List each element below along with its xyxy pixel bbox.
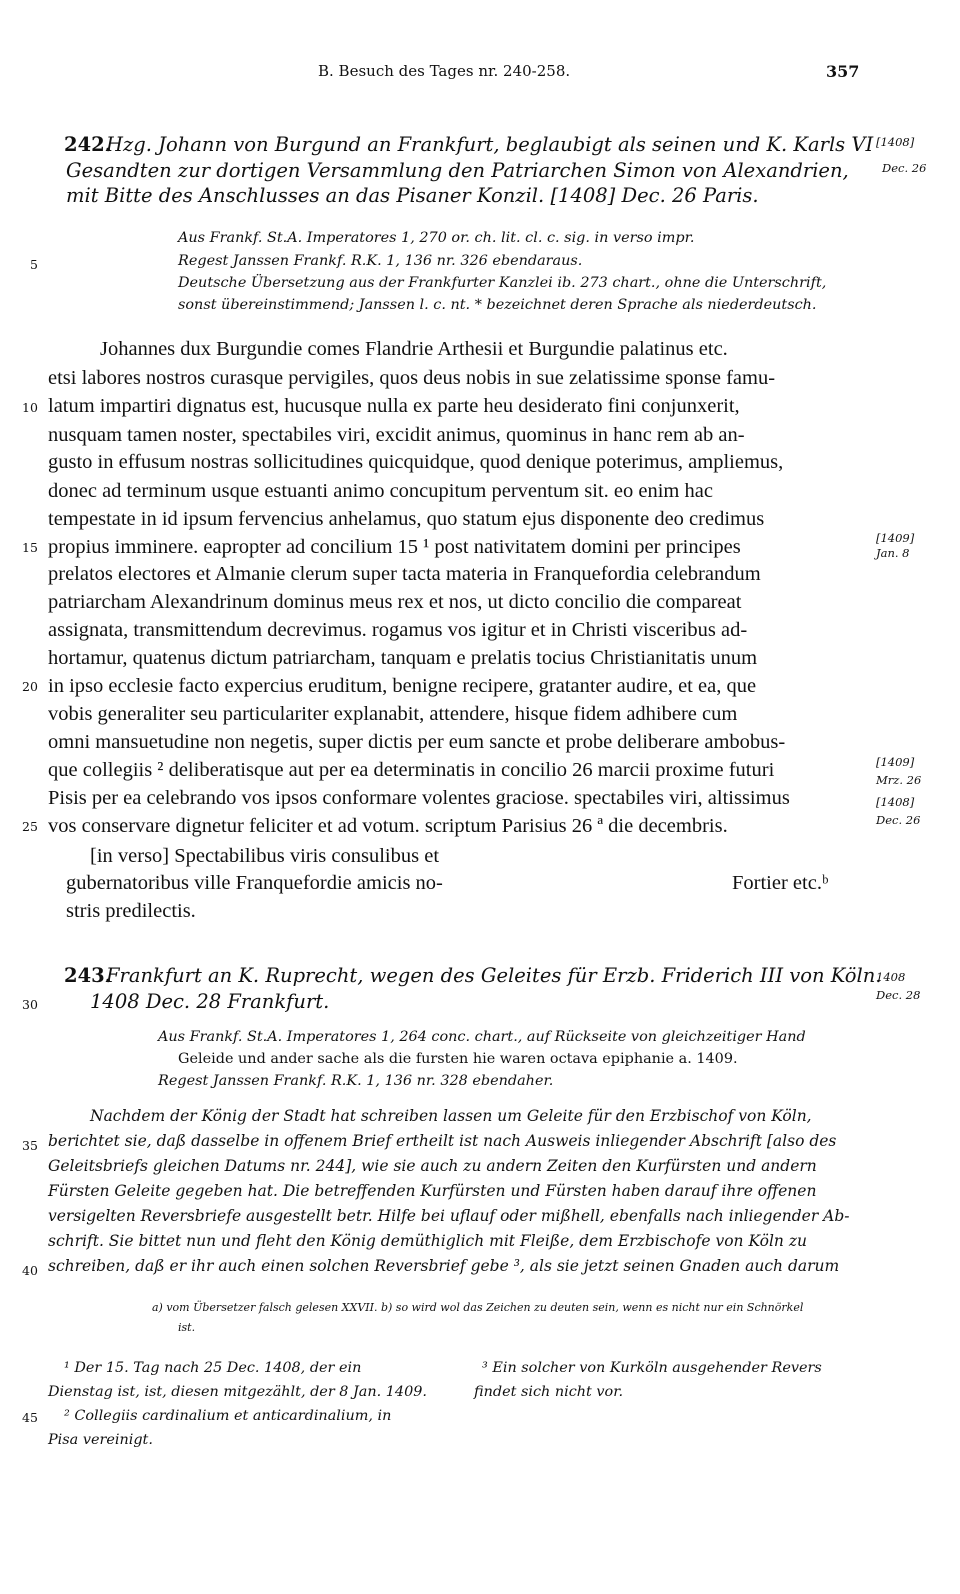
page-number: 357 xyxy=(826,62,860,81)
margin-date: [1409] xyxy=(876,755,915,769)
doc243-summary-line: versigelten Reversbriefe ausgestellt betr. Hilfe bei uflauf oder mißhell, ebenfalls nach inliegender Ab- xyxy=(48,1207,850,1225)
doc242-text-line: que collegiis ² deliberatisque aut per ea determinatis in concilio 26 marcii proxime futuri xyxy=(48,759,775,781)
doc242-verso-line: gubernatoribus ville Franquefordie amicis no- xyxy=(66,872,443,894)
doc242-verso-line: [in verso] Spectabilibus viris consulibus et xyxy=(90,845,440,867)
doc242-text-line: vos conservare dignetur feliciter et ad votum. scriptum Parisius 26 ª die decembris. xyxy=(48,815,728,837)
doc242-text-line: donec ad terminum usque estuanti animo concupitum perventum sit. eo enim hac xyxy=(48,480,713,502)
doc242-number: 242. xyxy=(64,133,112,156)
footnote-line: Pisa vereinigt. xyxy=(48,1432,153,1448)
doc243-summary-line: schrift. Sie bittet nun und fleht den König demüthiglich mit Fleiße, dem Erzbischofe von Köln zu xyxy=(48,1232,807,1250)
margin-date: [1409] xyxy=(876,531,915,545)
doc242-text-line: vobis generaliter seu particulariter explanabit, attendere, hisque fidem adhibere cum xyxy=(48,703,738,725)
doc242-signature: Fortier etc.ᵇ xyxy=(732,872,829,894)
margin-date: Dec. 26 xyxy=(876,813,921,827)
doc243-source-line: Regest Janssen Frankf. R.K. 1, 136 nr. 328 ebendaher. xyxy=(158,1073,554,1089)
line-number: 25 xyxy=(22,819,38,834)
doc243-summary-line: Geleitsbriefs gleichen Datums nr. 244], wie sie auch zu andern Zeiten den Kurfürsten und andern xyxy=(48,1157,817,1175)
doc242-text-line: prelatos electores et Almanie clerum super tacta materia in Franquefordia celebrandum xyxy=(48,563,761,585)
margin-date: Mrz. 26 xyxy=(876,773,922,787)
doc242-verso-line: stris predilectis. xyxy=(66,900,196,922)
footnote-line: ¹ Der 15. Tag nach 25 Dec. 1408, der ein xyxy=(64,1360,362,1376)
doc242-text-line: gusto in effusum nostras sollicitudines quicquidque, quod denique poterimus, ampliemus, xyxy=(48,451,784,473)
line-number: 45 xyxy=(22,1410,38,1425)
doc242-text-line: omni mansuetudine non negetis, super dictis per eum sancte et probe deliberare ambobus- xyxy=(48,731,786,753)
doc243-summary-line: Fürsten Geleite gegeben hat. Die betreffenden Kurfürsten und Fürsten haben darauf ihre offenen xyxy=(48,1182,817,1200)
line-number: 40 xyxy=(22,1263,38,1278)
doc242-text-line: propius imminere. eapropter ad concilium 15 ¹ post nativitatem domini per principes xyxy=(48,536,741,558)
doc243-number: 243. xyxy=(64,964,112,987)
doc243-summary-line: berichtet sie, daß dasselbe in offenem Brief ertheilt ist nach Ausweis inliegender Abschrift [also des xyxy=(48,1132,837,1150)
doc242-title-line: Gesandten zur dortigen Versammlung den Patriarchen Simon von Alexandrien, xyxy=(66,159,849,182)
footnote-line: ² Collegiis cardinalium et anticardinalium, in xyxy=(64,1408,392,1424)
doc242-text-line: etsi labores nostros curasque pervigiles, quos deus nobis in sue zelatissime sponse famu- xyxy=(48,367,776,389)
doc243-summary-line: Nachdem der König der Stadt hat schreiben lassen um Geleite für den Erzbischof von Köln, xyxy=(90,1107,812,1125)
margin-date: Dec. 26 xyxy=(882,161,927,175)
running-title: B. Besuch des Tages nr. 240-258. xyxy=(318,62,571,80)
margin-date: [1408] xyxy=(876,135,915,149)
footnote-line: ³ Ein solcher von Kurköln ausgehender Revers xyxy=(482,1360,822,1376)
line-number: 15 xyxy=(22,540,38,555)
doc243-source-line: Geleide und ander sache als die fursten hie waren octava epiphanie a. 1409. xyxy=(178,1051,738,1067)
line-number: 35 xyxy=(22,1138,38,1153)
doc242-source-line: Regest Janssen Frankf. R.K. 1, 136 nr. 326 ebendaraus. xyxy=(178,253,583,269)
doc242-text-line: in ipso ecclesie facto expercius eruditum, benigne recipere, gratanter audire, et ea, que xyxy=(48,675,757,697)
margin-date: 1408 xyxy=(876,970,906,984)
doc242-title-line: mit Bitte des Anschlusses an das Pisaner Konzil. [1408] Dec. 26 Paris. xyxy=(66,184,759,207)
footnote-line: findet sich nicht vor. xyxy=(474,1384,624,1400)
doc242-text-line: Pisis per ea celebrando vos ipsos conformare volentes graciose. spectabiles viri, altissimus xyxy=(48,787,790,809)
doc242-source-line: Deutsche Übersetzung aus der Frankfurter Kanzlei ib. 273 chart., ohne die Unterschrift, xyxy=(178,275,827,291)
doc243-summary-line: schreiben, daß er ihr auch einen solchen Reversbrief gebe ³, als sie jetzt seinen Gnaden auch darum xyxy=(48,1257,840,1275)
doc242-title-line: Hzg. Johann von Burgund an Frankfurt, beglaubigt als seinen und K. Karls VI xyxy=(106,133,874,156)
doc242-text-line: hortamur, quatenus dictum patriarcham, tanquam e prelatis tocius Christianitatis unum xyxy=(48,647,758,669)
doc243-source-line: Aus Frankf. St.A. Imperatores 1, 264 conc. chart., auf Rückseite von gleichzeitiger Hand xyxy=(158,1029,806,1045)
margin-date: [1408] xyxy=(876,795,915,809)
apparatus-note: ist. xyxy=(178,1321,196,1334)
line-number: 20 xyxy=(22,679,38,694)
doc242-text-line: nusquam tamen noster, spectabiles viri, excidit animus, quominus in hanc rem ab an- xyxy=(48,424,745,446)
doc242-text-line: assignata, transmittendum decrevimus. rogamus vos igitur et in Christi visceribus ad- xyxy=(48,619,748,641)
margin-date: Jan. 8 xyxy=(876,546,910,560)
doc242-text-line: patriarcham Alexandrinum dominus meus rex et nos, ut dicto concilio die compareat xyxy=(48,591,742,613)
doc242-source-line: sonst übereinstimmend; Janssen l. c. nt. * bezeichnet deren Sprache als niederdeutsch. xyxy=(178,297,817,313)
doc242-text-line: latum impartiri dignatus est, hucusque nulla ex parte heu desiderato fini conjunxerit, xyxy=(48,395,740,417)
line-number: 10 xyxy=(22,400,38,415)
doc242-source-line: Aus Frankf. St.A. Imperatores 1, 270 or. ch. lit. cl. c. sig. in verso impr. xyxy=(178,230,695,246)
doc242-text-line: tempestate in id ipsum fervencius anhelamus, quo statum ejus disponente deo credimus xyxy=(48,508,765,530)
doc243-title-line: Frankfurt an K. Ruprecht, wegen des Geleites für Erzb. Friderich III von Köln. xyxy=(106,964,882,987)
margin-date: Dec. 28 xyxy=(876,988,921,1002)
doc242-text-line: Johannes dux Burgundie comes Flandrie Arthesii et Burgundie palatinus etc. xyxy=(100,338,728,360)
line-number: 30 xyxy=(22,997,38,1012)
apparatus-note: a) vom Übersetzer falsch gelesen XXVII. b) so wird wol das Zeichen zu deuten sein, wenn es nicht nur ein Schnörkel xyxy=(152,1301,804,1314)
doc243-title-line: 1408 Dec. 28 Frankfurt. xyxy=(90,990,330,1013)
line-number: 5 xyxy=(30,257,38,272)
footnote-line: Dienstag ist, ist, diesen mitgezählt, der 8 Jan. 1409. xyxy=(48,1384,427,1400)
